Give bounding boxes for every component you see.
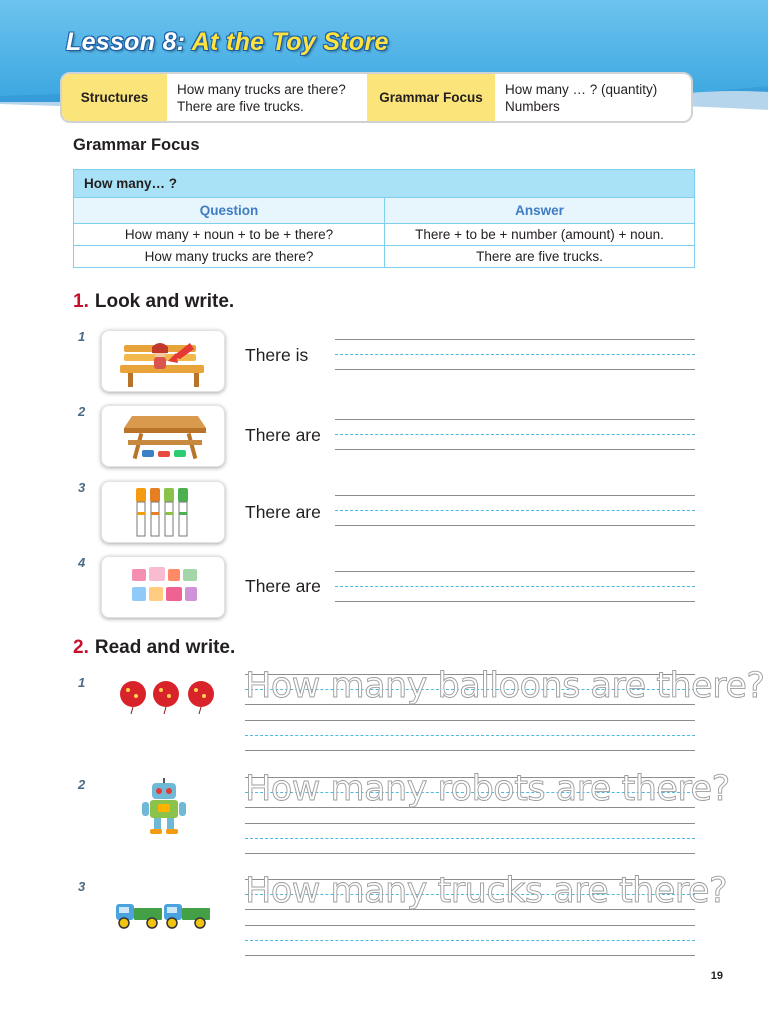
exercise-2-item-3-number: 3 — [78, 879, 86, 894]
tracing-lines[interactable] — [245, 666, 765, 752]
exercise-1-title: Look and write. — [94, 291, 235, 312]
grammar-table — [73, 169, 695, 268]
writing-lines[interactable] — [335, 571, 695, 603]
column-header-question: Question — [74, 198, 385, 224]
lesson-title — [66, 28, 389, 57]
exercise-2-title: Read and write. — [94, 637, 236, 658]
table-cell: How many trucks are there? — [74, 246, 385, 268]
erasers-icon — [101, 556, 225, 618]
table-cell: There + to be + number (amount) + noun. — [385, 224, 695, 246]
grammar-focus-label: Grammar Focus — [367, 74, 495, 121]
column-header-answer: Answer — [385, 198, 695, 224]
exercise-1-item-1-number: 1 — [78, 329, 86, 344]
tracing-lines[interactable] — [245, 769, 730, 855]
exercise-1-number: 1. — [73, 291, 89, 312]
doll-on-bench-icon — [101, 330, 225, 392]
grammar-focus-heading: Grammar Focus — [73, 136, 200, 154]
table-header-row — [74, 198, 695, 224]
structures-text — [167, 74, 367, 121]
lesson-name: At the Toy Store — [191, 28, 389, 56]
tracing-lines[interactable] — [245, 871, 728, 957]
grammar-focus-text — [495, 74, 691, 121]
exercise-1-item-2-number: 2 — [78, 404, 86, 419]
grammar-focus-line-1: How many … ? (quantity) — [505, 81, 658, 97]
toys-under-table-icon — [101, 405, 225, 467]
trace-sentence-1: How many balloons are there? — [245, 666, 765, 706]
structures-box — [60, 72, 693, 123]
exercise-1-item-2-prompt: There are — [245, 425, 321, 445]
trace-sentence-3: How many trucks are there? — [245, 871, 728, 911]
structures-line-1: How many trucks are there? — [177, 81, 346, 97]
exercise-1-item-4-number: 4 — [78, 555, 86, 570]
grammar-focus-line-2: Numbers — [505, 98, 560, 114]
exercise-1-item-3-prompt: There are — [245, 502, 321, 522]
writing-lines[interactable] — [335, 339, 695, 371]
exercise-2-heading — [73, 637, 235, 659]
robot-icon — [140, 778, 188, 841]
balloons-icon — [118, 680, 220, 721]
table-caption: How many… ? — [74, 170, 695, 198]
writing-lines[interactable] — [335, 495, 695, 527]
exercise-2-item-2-number: 2 — [78, 777, 86, 792]
lesson-number: Lesson 8: — [66, 28, 186, 56]
table-row — [74, 246, 695, 268]
table-row — [74, 224, 695, 246]
structures-label: Structures — [62, 74, 167, 121]
exercise-1-item-4-prompt: There are — [245, 576, 321, 596]
structures-line-2: There are five trucks. — [177, 98, 304, 114]
trucks-icon — [114, 896, 214, 935]
writing-lines[interactable] — [335, 419, 695, 451]
exercise-1-item-3-number: 3 — [78, 480, 86, 495]
table-caption-row — [74, 170, 695, 198]
exercise-1-item-1-prompt: There is — [245, 345, 309, 365]
markers-icon — [101, 481, 225, 543]
exercise-2-item-1-number: 1 — [78, 675, 86, 690]
trace-sentence-2: How many robots are there? — [245, 769, 730, 809]
table-cell: There are five trucks. — [385, 246, 695, 268]
page-number: 19 — [710, 970, 723, 982]
exercise-2-number: 2. — [73, 637, 89, 658]
table-cell: How many + noun + to be + there? — [74, 224, 385, 246]
exercise-1-heading — [73, 291, 234, 313]
